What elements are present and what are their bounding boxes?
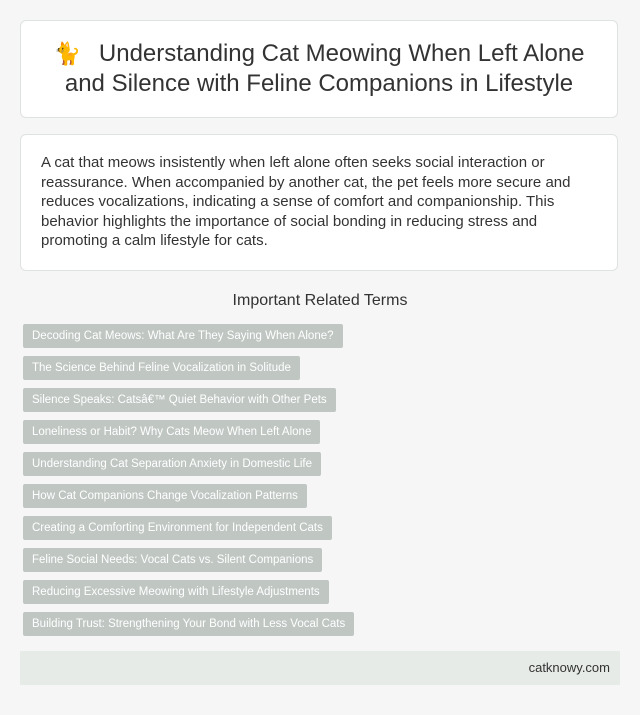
footer — [20, 651, 620, 685]
page-title — [21, 39, 617, 99]
related-term-link[interactable]: The Science Behind Feline Vocalization in Solitude — [23, 356, 300, 380]
title-card — [20, 20, 618, 118]
related-term-link[interactable]: Building Trust: Strengthening Your Bond with Less Vocal Cats — [23, 612, 354, 636]
related-term-link[interactable]: Silence Speaks: Catsâ€™ Quiet Behavior with Other Pets — [23, 388, 336, 412]
summary-text: A cat that meows insistently when left alone often seeks social interaction or reassurance. When accompanied by another cat, the pet feels more secure and reduces vocalizations, indicating a sense of comfort and companionship. This behavior highlights the importance of social bonding in reducing stress and promoting a calm lifestyle for cats. — [41, 154, 571, 249]
related-term-link[interactable]: Decoding Cat Meows: What Are They Saying When Alone? — [23, 324, 343, 348]
related-term-link[interactable]: Feline Social Needs: Vocal Cats vs. Silent Companions — [23, 548, 322, 572]
related-term-link[interactable]: Reducing Excessive Meowing with Lifestyle Adjustments — [23, 580, 329, 604]
summary-card — [20, 134, 618, 271]
related-term-link[interactable]: Understanding Cat Separation Anxiety in Domestic Life — [23, 452, 321, 476]
footer-site-link[interactable]: catknowy.com — [528, 660, 610, 675]
cat-icon: 🐈 — [53, 41, 81, 66]
related-terms-list — [23, 324, 354, 644]
related-term-link[interactable]: How Cat Companions Change Vocalization Patterns — [23, 484, 307, 508]
related-terms-heading: Important Related Terms — [232, 292, 408, 309]
page-title-text: Understanding Cat Meowing When Left Alone and Silence with Feline Companions in Lifestyle — [64, 40, 585, 97]
related-term-link[interactable]: Creating a Comforting Environment for Independent Cats — [23, 516, 332, 540]
related-term-link[interactable]: Loneliness or Habit? Why Cats Meow When Left Alone — [23, 420, 320, 444]
